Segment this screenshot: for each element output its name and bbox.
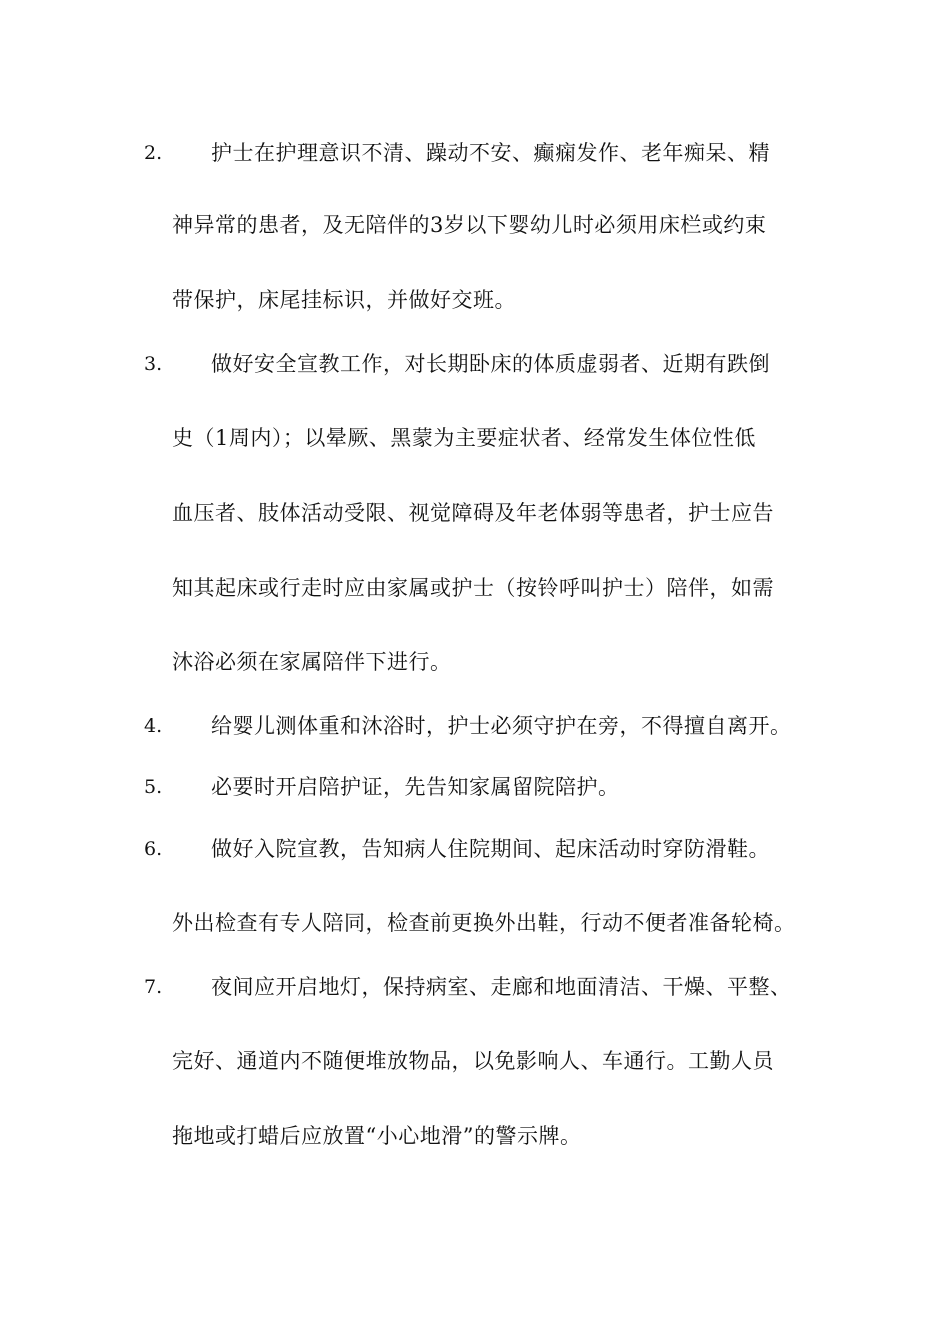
item-3-line-5: 沐浴必须在家属陪伴下进行。 [172, 650, 452, 674]
item-4-line-1: 给婴儿测体重和沐浴时，护士必须守护在旁，不得擅自离开。 [211, 714, 792, 738]
item-3-line-2: 史（1周内）；以晕厥、黑蒙为主要症状者、经常发生体位性低 [172, 426, 756, 450]
item-2-number: 2. [144, 142, 163, 164]
item-7-line-2: 完好、通道内不随便堆放物品，以免影响人、车通行。工勤人员 [172, 1049, 774, 1073]
item-3-number: 3. [144, 353, 163, 375]
item-2-line-3: 带保护，床尾挂标识，并做好交班。 [172, 288, 516, 312]
item-2-line-2: 神异常的患者，及无陪伴的3岁以下婴幼儿时必须用床栏或约束 [172, 213, 767, 237]
item-6-line-2: 外出检查有专人陪同，检查前更换外出鞋，行动不便者准备轮椅。 [172, 911, 796, 935]
item-3-line-1: 做好安全宣教工作，对长期卧床的体质虚弱者、近期有跌倒 [211, 352, 770, 376]
item-5-line-1: 必要时开启陪护证，先告知家属留院陪护。 [211, 775, 620, 799]
item-3-line-3: 血压者、肢体活动受限、视觉障碍及年老体弱等患者，护士应告 [172, 501, 774, 525]
item-7-number: 7. [144, 976, 163, 998]
item-5-number: 5. [144, 776, 163, 798]
item-3-line-4: 知其起床或行走时应由家属或护士（按铃呼叫护士）陪伴，如需 [172, 576, 774, 600]
item-6-line-1: 做好入院宣教，告知病人住院期间、起床活动时穿防滑鞋。 [211, 837, 770, 861]
item-7-line-1: 夜间应开启地灯，保持病室、走廊和地面清洁、干燥、平整、 [211, 975, 792, 999]
item-7-line-3: 拖地或打蜡后应放置“小心地滑”的警示牌。 [172, 1124, 582, 1148]
item-2-line-1: 护士在护理意识不清、躁动不安、癫痫发作、老年痴呆、精 [211, 141, 770, 165]
item-6-number: 6. [144, 838, 163, 860]
item-4-number: 4. [144, 715, 163, 737]
